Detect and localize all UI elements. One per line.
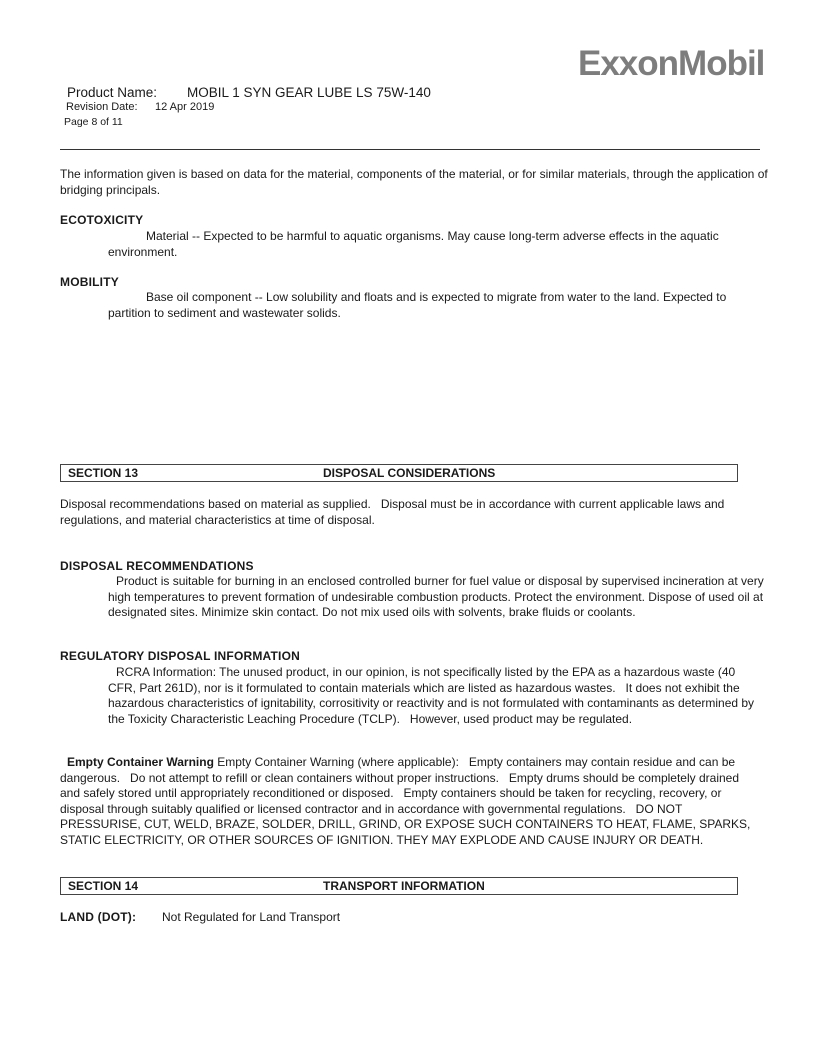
revision-date-label: Revision Date: xyxy=(66,101,138,113)
mobility-text: Base oil component -- Low solubility and floats and is expected to migrate from water to the land. Expected to partition to sediment and wastewater solids. xyxy=(108,290,727,320)
empty-container-text: Empty Container Warning (where applicable): Empty containers may contain residue and can be dangerous. Do not attempt to refill or clean containers without proper instructions. Empty drums should be completely drained and safely stored until appropriately reconditioned or disposed. Empty containers should be taken for recycling, recovery, or disposal through suitably qualified or licensed contractor and in accordance with governmental regulations. DO NOT PRESSURISE, CUT, WELD, BRAZE, SOLDER, DRILL, GRIND, OR EXPOSE SUCH CONTAINERS TO HEAT, FLAME, SPARKS, STATIC ELECTRICITY, OR OTHER SOURCES OF IGNITION. THEY MAY EXPLODE AND CAUSE INJURY OR DEATH. xyxy=(60,755,754,847)
section-13-number: SECTION 13 xyxy=(68,466,139,480)
intro-paragraph: The information given is based on data for the material, components of the material, or for similar materials, through the application of bridging principals. xyxy=(60,167,768,197)
section-14-number: SECTION 14 xyxy=(68,879,139,893)
land-dot-label: LAND (DOT): xyxy=(60,910,137,924)
revision-date-value: 12 Apr 2019 xyxy=(155,101,215,113)
disposal-recommendations-heading: DISPOSAL RECOMMENDATIONS xyxy=(60,559,254,573)
product-name-value: MOBIL 1 SYN GEAR LUBE LS 75W-140 xyxy=(187,85,431,100)
header-divider xyxy=(60,149,760,150)
section-13-title: DISPOSAL CONSIDERATIONS xyxy=(323,466,496,480)
empty-container-label: Empty Container Warning xyxy=(67,755,214,769)
section-14-bar xyxy=(60,877,738,895)
ecotoxicity-text: Material -- Expected to be harmful to aquatic organisms. May cause long-term adverse effects in the aquatic environment. xyxy=(108,229,719,259)
disposal-recommendations-text: Product is suitable for burning in an enclosed controlled burner for fuel value or disposal by supervised incineration at very high temperatures to prevent formation of undesirable combustion products. Protect the environment. Dispose of used oil at designated sites. Minimize skin contact. Do not mix used oils with solvents, brake fluids or coolants. xyxy=(108,574,764,619)
section-14-title: TRANSPORT INFORMATION xyxy=(323,879,485,893)
regulatory-disposal-text: RCRA Information: The unused product, in our opinion, is not specifically listed by the EPA as a hazardous waste (40 CFR, Part 261D), nor is it formulated to contain materials which are listed as hazardous wastes. It does not exhibit the hazardous characteristics of ignitability, corrositivity or reactivity and is not formulated with contaminants as determined by the Toxicity Characteristic Leaching Procedure (TCLP). However, used product may be regulated. xyxy=(108,665,758,726)
mobility-heading: MOBILITY xyxy=(60,275,119,289)
ecotoxicity-heading: ECOTOXICITY xyxy=(60,213,144,227)
exxonmobil-logo: ExxonMobil xyxy=(578,44,765,83)
empty-container-paragraph xyxy=(60,755,760,848)
section-13-bar xyxy=(60,464,738,482)
product-name-label: Product Name: xyxy=(67,85,158,100)
land-dot-value: Not Regulated for Land Transport xyxy=(162,910,341,924)
regulatory-disposal-heading: REGULATORY DISPOSAL INFORMATION xyxy=(60,649,300,663)
page-number: Page 8 of 11 xyxy=(64,116,123,128)
section-13-intro: Disposal recommendations based on material as supplied. Disposal must be in accordance with current applicable laws and regulations, and material characteristics at time of disposal. xyxy=(60,497,728,527)
